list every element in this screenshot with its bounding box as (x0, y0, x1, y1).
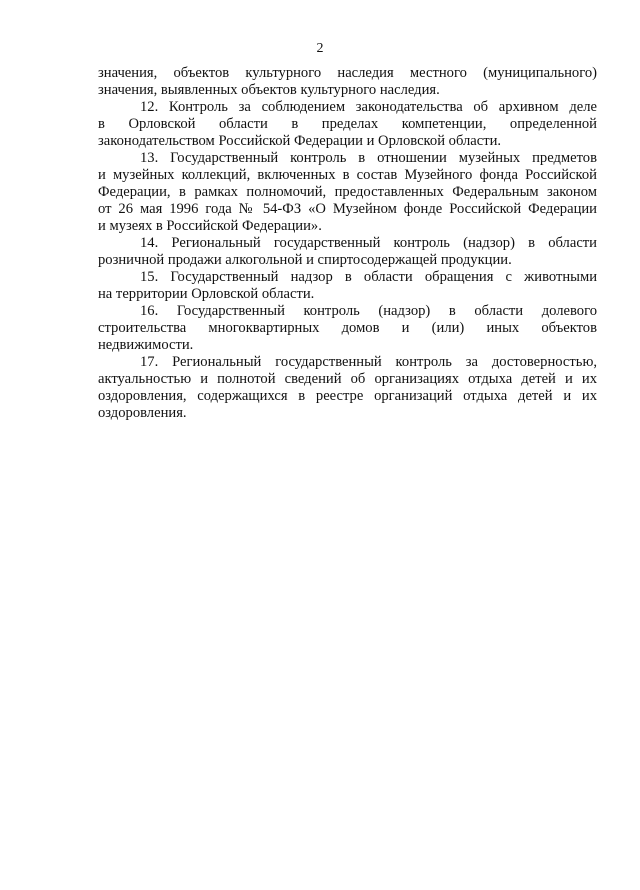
text-line: законодательством Российской Федерации и Орловской области. (98, 133, 502, 149)
text-line: оздоровления. (98, 405, 187, 421)
text-line: значения, объектов культурного наследия местного (муниципального) (98, 65, 597, 81)
text-line: актуальностью и полнотой сведений об организациях отдыха детей и их (98, 371, 597, 387)
paragraph-p14 (98, 235, 597, 269)
text-line: 16. Государственный контроль (надзор) в области долевого (140, 303, 597, 319)
text-line: 13. Государственный контроль в отношении музейных предметов (140, 150, 597, 166)
text-line: Федерации, в рамках полномочий, предоставленных Федеральным законом (98, 184, 597, 200)
paragraph-p15 (98, 269, 597, 303)
text-line: 15. Государственный надзор в области обращения с животными (140, 269, 597, 285)
text-line: оздоровления, содержащихся в реестре организаций отдыха детей и их (98, 388, 597, 404)
text-line: строительства многоквартирных домов и (или) иных объектов (98, 320, 597, 336)
text-line: и музейных коллекций, включенных в состав Музейного фонда Российской (98, 167, 597, 183)
document-body (98, 65, 597, 422)
paragraph-p13 (98, 150, 597, 235)
text-line: 17. Региональный государственный контроль за достоверностью, (140, 354, 597, 370)
paragraph-p17 (98, 354, 597, 422)
text-line: от 26 мая 1996 года № 54-ФЗ «О Музейном фонде Российской Федерации (98, 201, 597, 217)
text-line: на территории Орловской области. (98, 286, 315, 302)
text-line: 14. Региональный государственный контроль (надзор) в области (140, 235, 597, 251)
text-line: значения, выявленных объектов культурного наследия. (98, 82, 440, 98)
text-line: и музеях в Российской Федерации». (98, 218, 322, 234)
paragraph-p16 (98, 303, 597, 354)
text-line: в Орловской области в пределах компетенции, определенной (98, 116, 597, 132)
paragraph-p12 (98, 99, 597, 150)
text-line: 12. Контроль за соблюдением законодательства об архивном деле (140, 99, 597, 115)
paragraph-p-cont (98, 65, 597, 99)
text-line: недвижимости. (98, 337, 194, 353)
page-number: 2 (316, 41, 324, 56)
text-line: розничной продажи алкогольной и спиртосодержащей продукции. (98, 252, 512, 268)
